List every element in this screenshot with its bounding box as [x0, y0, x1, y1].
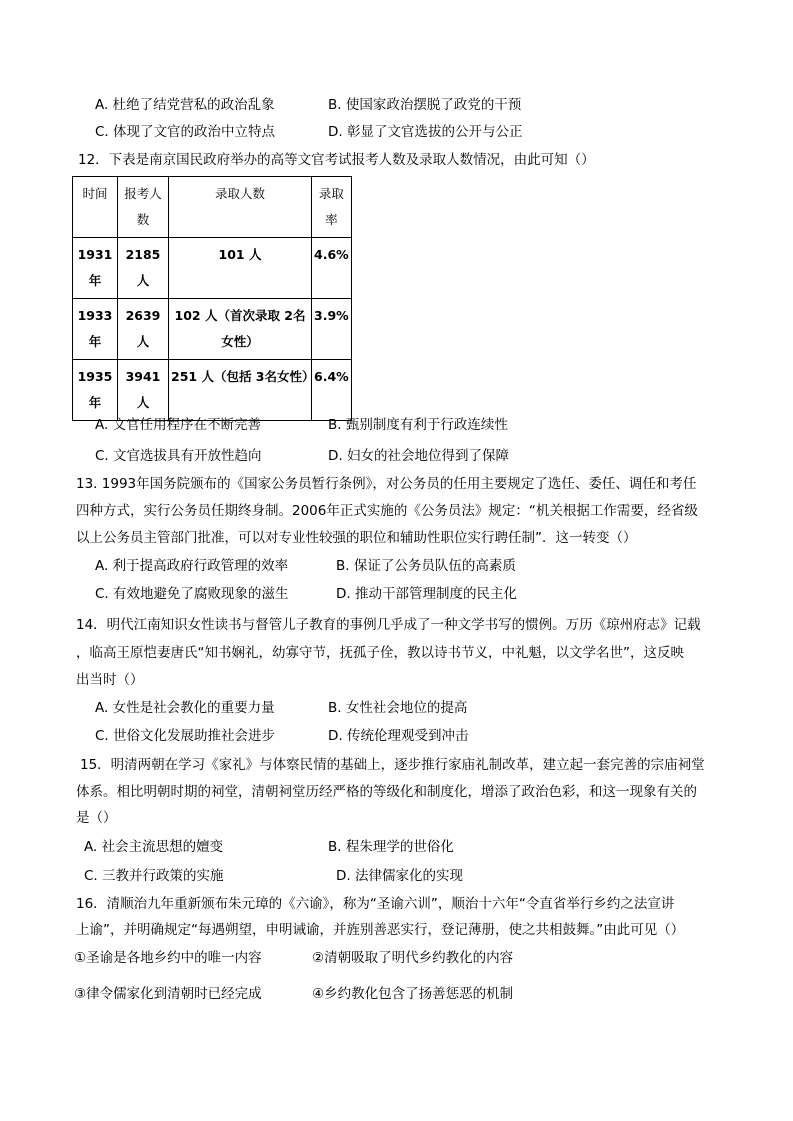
table-row — [73, 238, 352, 299]
table-header-row — [73, 177, 352, 238]
q13-option-c: C. 有效地避免了腐败现象的滋生 — [95, 586, 289, 602]
cell-rate: 3.9% — [312, 299, 352, 360]
q13-option-d: D. 推动干部管理制度的民主化 — [336, 586, 517, 602]
cell-admitted: 102 人（首次录取 2名女性） — [169, 299, 312, 360]
q14-option-c: C. 世俗文化发展助推社会进步 — [95, 728, 276, 744]
q11-option-d: D. 彰显了文官选拔的公开与公正 — [328, 124, 523, 140]
header-applicants: 报考人数 — [118, 177, 169, 238]
header-admitted: 录取人数 — [169, 177, 312, 238]
q15-line-3: 是（） — [76, 810, 117, 826]
cell-year: 1933年 — [73, 299, 118, 360]
cell-applicants: 2639 人 — [118, 299, 169, 360]
table-row — [73, 360, 352, 421]
cell-year: 1935年 — [73, 360, 118, 421]
q12-option-c: C. 文官选拔具有开放性趋向 — [95, 448, 262, 464]
q14-option-b: B. 女性社会地位的提高 — [328, 700, 468, 716]
q12-option-d: D. 妇女的社会地位得到了保障 — [328, 448, 509, 464]
q16-item-1: ①圣谕是各地乡约中的唯一内容 — [74, 950, 262, 966]
q15-option-d: D. 法律儒家化的实现 — [336, 868, 463, 884]
q15-option-c: C. 三教并行政策的实施 — [84, 868, 224, 884]
cell-admitted: 101 人 — [169, 238, 312, 299]
q14-line-1: 14．明代江南知识女性读书与督管儿子教育的事例几乎成了一种文学书写的惯例。万历《琼州府志》记载 — [76, 617, 701, 633]
q14-option-a: A. 女性是社会教化的重要力量 — [95, 700, 275, 716]
q16-line-2: 上谕”，并明确规定“每遇朔望，申明诫谕，并旌别善恶实行，登记薄册，使之共相鼓舞。”由此可见（） — [76, 922, 685, 938]
q15-line-1: 15．明清两朝在学习《家礼》与体察民情的基础上，逐步推行家庙礼制改革，建立起一套完善的宗庙祠堂 — [80, 757, 705, 773]
table-row — [73, 299, 352, 360]
q15-option-b: B. 程朱理学的世俗化 — [328, 839, 454, 855]
cell-admitted: 251 人（包括 3名女性） — [169, 360, 312, 421]
cell-rate: 6.4% — [312, 360, 352, 421]
q16-line-1: 16．清顺治九年重新颁布朱元璋的《六谕》，称为“圣谕六训”，顺治十六年“令直省举行乡约之法宣讲 — [76, 896, 675, 912]
q11-option-c: C. 体现了文官的政治中立特点 — [95, 124, 276, 140]
q12-option-a: A. 文官任用程序在不断完善 — [95, 417, 262, 433]
cell-year: 1931年 — [73, 238, 118, 299]
q13-option-a: A. 利于提高政府行政管理的效率 — [95, 558, 289, 574]
q12-table — [72, 176, 352, 421]
q13-line-2: 四种方式，实行公务员任期终身制。2006年正式实施的《公务员法》规定：“机关根据工作需要，经省级 — [76, 503, 698, 519]
q14-line-3: 出当时（） — [76, 672, 144, 688]
q16-item-2: ②清朝吸取了明代乡约教化的内容 — [312, 950, 514, 966]
q15-line-2: 体系。相比明朝时期的祠堂，清朝祠堂历经严格的等级化和制度化，增添了政治色彩，和这一现象有关的 — [76, 784, 697, 800]
q15-option-a: A. 社会主流思想的嬗变 — [84, 839, 224, 855]
q11-option-a: A. 杜绝了结党营私的政治乱象 — [95, 97, 275, 113]
q14-option-d: D. 传统伦理观受到冲击 — [328, 728, 469, 744]
q13-line-3: 以上公务员主管部门批准，可以对专业性较强的职位和辅助性职位实行聘任制”．这一转变（） — [76, 530, 637, 546]
q12-stem: 12．下表是南京国民政府举办的高等文官考试报考人数及录取人数情况，由此可知（） — [78, 152, 595, 168]
q16-item-3: ③律令儒家化到清朝时已经完成 — [74, 986, 262, 1002]
cell-applicants: 3941 人 — [118, 360, 169, 421]
q11-option-b: B. 使国家政治摆脱了政党的干预 — [328, 97, 522, 113]
header-time: 时间 — [73, 177, 118, 238]
q13-line-1: 13. 1993年国务院颁布的《国家公务员暂行条例》，对公务员的任用主要规定了选任、委任、调任和考任 — [76, 476, 697, 492]
header-rate: 录取率 — [312, 177, 352, 238]
cell-rate: 4.6% — [312, 238, 352, 299]
q12-option-b: B. 甄别制度有利于行政连续性 — [328, 417, 508, 433]
cell-applicants: 2185 人 — [118, 238, 169, 299]
q13-option-b: B. 保证了公务员队伍的高素质 — [336, 558, 516, 574]
q14-line-2: ，临高王原恺妻唐氏“知书娴礼，幼寡守节，抚孤子佺，教以诗书节义，中礼魁，以文学名世”，这反映 — [76, 645, 684, 661]
q16-item-4: ④乡约教化包含了扬善惩恶的机制 — [312, 986, 514, 1002]
